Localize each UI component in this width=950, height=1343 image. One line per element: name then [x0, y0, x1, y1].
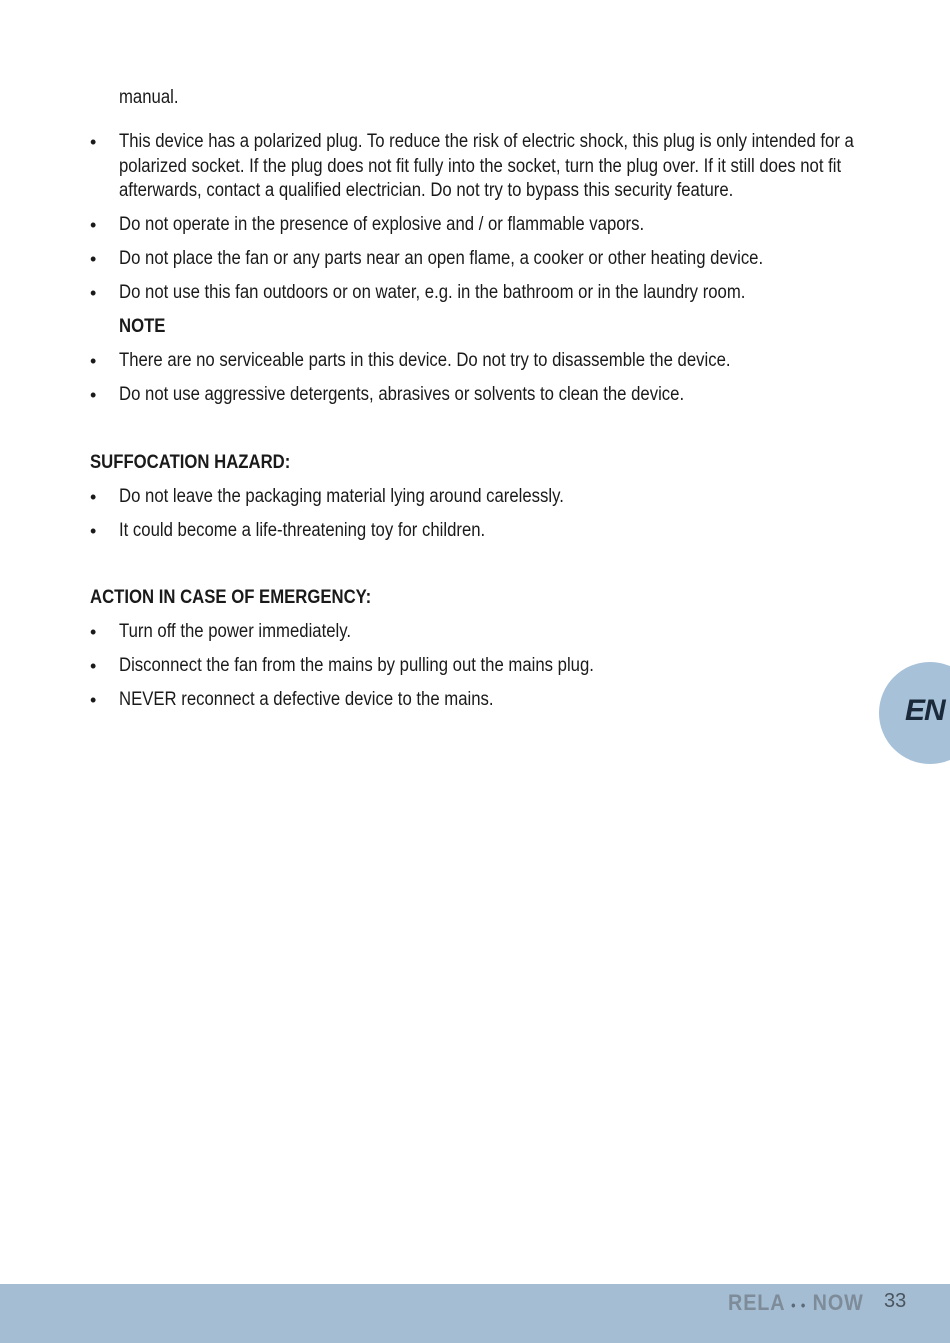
list-item — [90, 485, 860, 510]
list-item-text: Disconnect the fan from the mains by pulling out the mains plug. — [119, 655, 594, 676]
list-item — [90, 281, 860, 306]
suffocation-list — [90, 485, 860, 544]
list-item-text: Turn off the power immediately. — [119, 621, 352, 642]
brand-dots: • • — [791, 1297, 807, 1313]
list-item-text: Do not leave the packaging material lying around carelessly. — [119, 485, 564, 507]
list-item — [90, 383, 860, 408]
list-item-text: It could become a life-threatening toy for children. — [119, 519, 486, 541]
list-item-text: Do not place the fan or any parts near an open flame, a cooker or other heating device. — [119, 248, 764, 269]
safety-list — [90, 130, 860, 306]
language-tab-label: EN — [905, 694, 945, 727]
document-body — [90, 86, 860, 722]
list-item — [90, 213, 860, 238]
brand-logo — [728, 1290, 864, 1316]
list-item-text: NEVER reconnect a defective device to the mains. — [119, 689, 494, 710]
list-item-text: Do not use this fan outdoors or on water, e.g. in the bathroom or in the laundry room. — [119, 282, 746, 303]
list-item — [90, 519, 860, 544]
note-list — [90, 349, 860, 408]
continuation-text: manual. — [119, 87, 179, 108]
list-item — [90, 620, 860, 645]
note-label: NOTE — [119, 316, 166, 337]
emergency-heading: ACTION IN CASE OF EMERGENCY: — [90, 587, 372, 608]
list-item — [90, 654, 860, 679]
list-item — [90, 247, 860, 272]
brand-right: NOW — [812, 1290, 864, 1315]
list-item-text: Do not operate in the presence of explosive and / or flammable vapors. — [119, 214, 645, 235]
list-item-text: There are no serviceable parts in this device. Do not try to disassemble the device. — [119, 350, 731, 371]
list-item — [90, 688, 860, 713]
list-item — [90, 349, 860, 374]
suffocation-heading: SUFFOCATION HAZARD: — [90, 451, 291, 473]
list-item — [90, 130, 860, 204]
brand-left: RELA — [728, 1290, 785, 1315]
emergency-list — [90, 620, 860, 713]
language-tab[interactable] — [879, 662, 950, 764]
list-item-text: • This device has a polarized plug. To reduce the risk of electric shock, this plug is only intended for a polarized socket. If the plug does not fit fully into the socket, turn the plug over. If it still does not fit afterwards, contact a qualified electrician. Do not try to bypass this security feature. — [119, 131, 854, 201]
list-item-text: Do not use aggressive detergents, abrasives or solvents to clean the device. — [119, 384, 685, 405]
page-number: 33 — [884, 1290, 907, 1312]
